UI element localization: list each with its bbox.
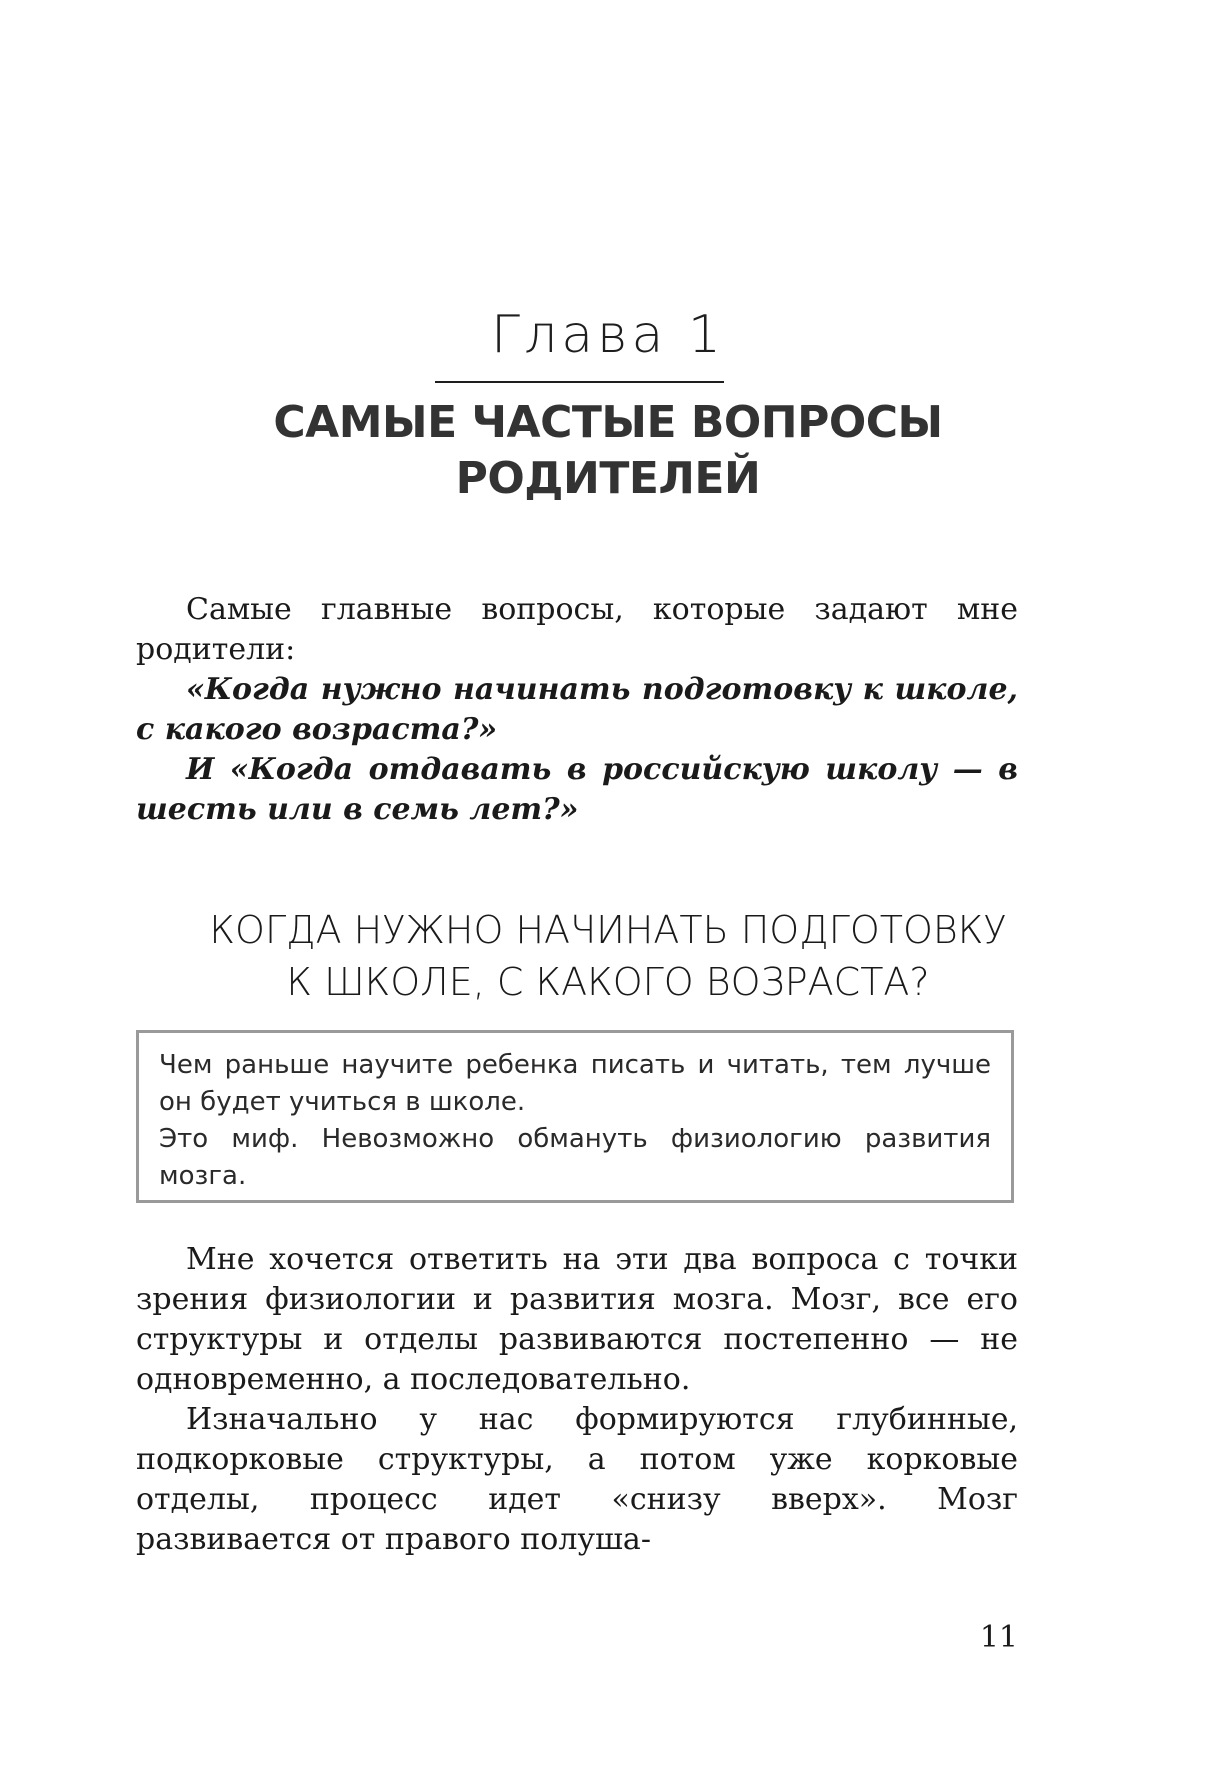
section-heading-line-1: КОГДА НУЖНО НАЧИНАТЬ ПОДГОТОВКУ: [209, 908, 1007, 952]
body-paragraph-2: Изначально у нас формируются глубинные, подкорковые структуры, а потом уже корковые отделы, процесс идет «снизу вверх». Мозг развивается от правого полуша-: [136, 1402, 1018, 1557]
chapter-title: [0, 395, 1216, 507]
chapter-label: Глава 1: [490, 305, 726, 365]
chapter-divider: [435, 381, 724, 383]
intro-paragraph: Самые главные вопросы, которые задают мне родители:: [136, 592, 1018, 667]
page-number: 11: [979, 1620, 1018, 1655]
myth-box: [136, 1030, 1014, 1203]
section-heading-line-2: К ШКОЛЕ, С КАКОГО ВОЗРАСТА?: [286, 960, 930, 1004]
chapter-title-line-2: РОДИТЕЛЕЙ: [455, 453, 761, 504]
intro-question-2: И «Когда отдавать в российскую школу — в шесть или в семь лет?»: [136, 752, 1018, 827]
intro-question-1: «Когда нужно начинать подготовку к школе, с какого возраста?»: [136, 672, 1018, 747]
section-heading: [0, 904, 1216, 1008]
myth-verdict: Это миф. Невозможно обмануть физиологию развития мозга.: [159, 1124, 991, 1191]
intro-section: [136, 590, 1018, 830]
myth-statement: Чем раньше научите ребенка писать и читать, тем лучше он будет учиться в школе.: [159, 1050, 991, 1117]
main-body: [136, 1240, 1018, 1560]
body-paragraph-1: Мне хочется ответить на эти два вопроса с точки зрения физиологии и развития мозга. Мозг, все его структуры и отделы развиваются постепенно — не одновременно, а последовательно.: [136, 1242, 1018, 1397]
chapter-title-line-1: САМЫЕ ЧАСТЫЕ ВОПРОСЫ: [273, 397, 943, 448]
